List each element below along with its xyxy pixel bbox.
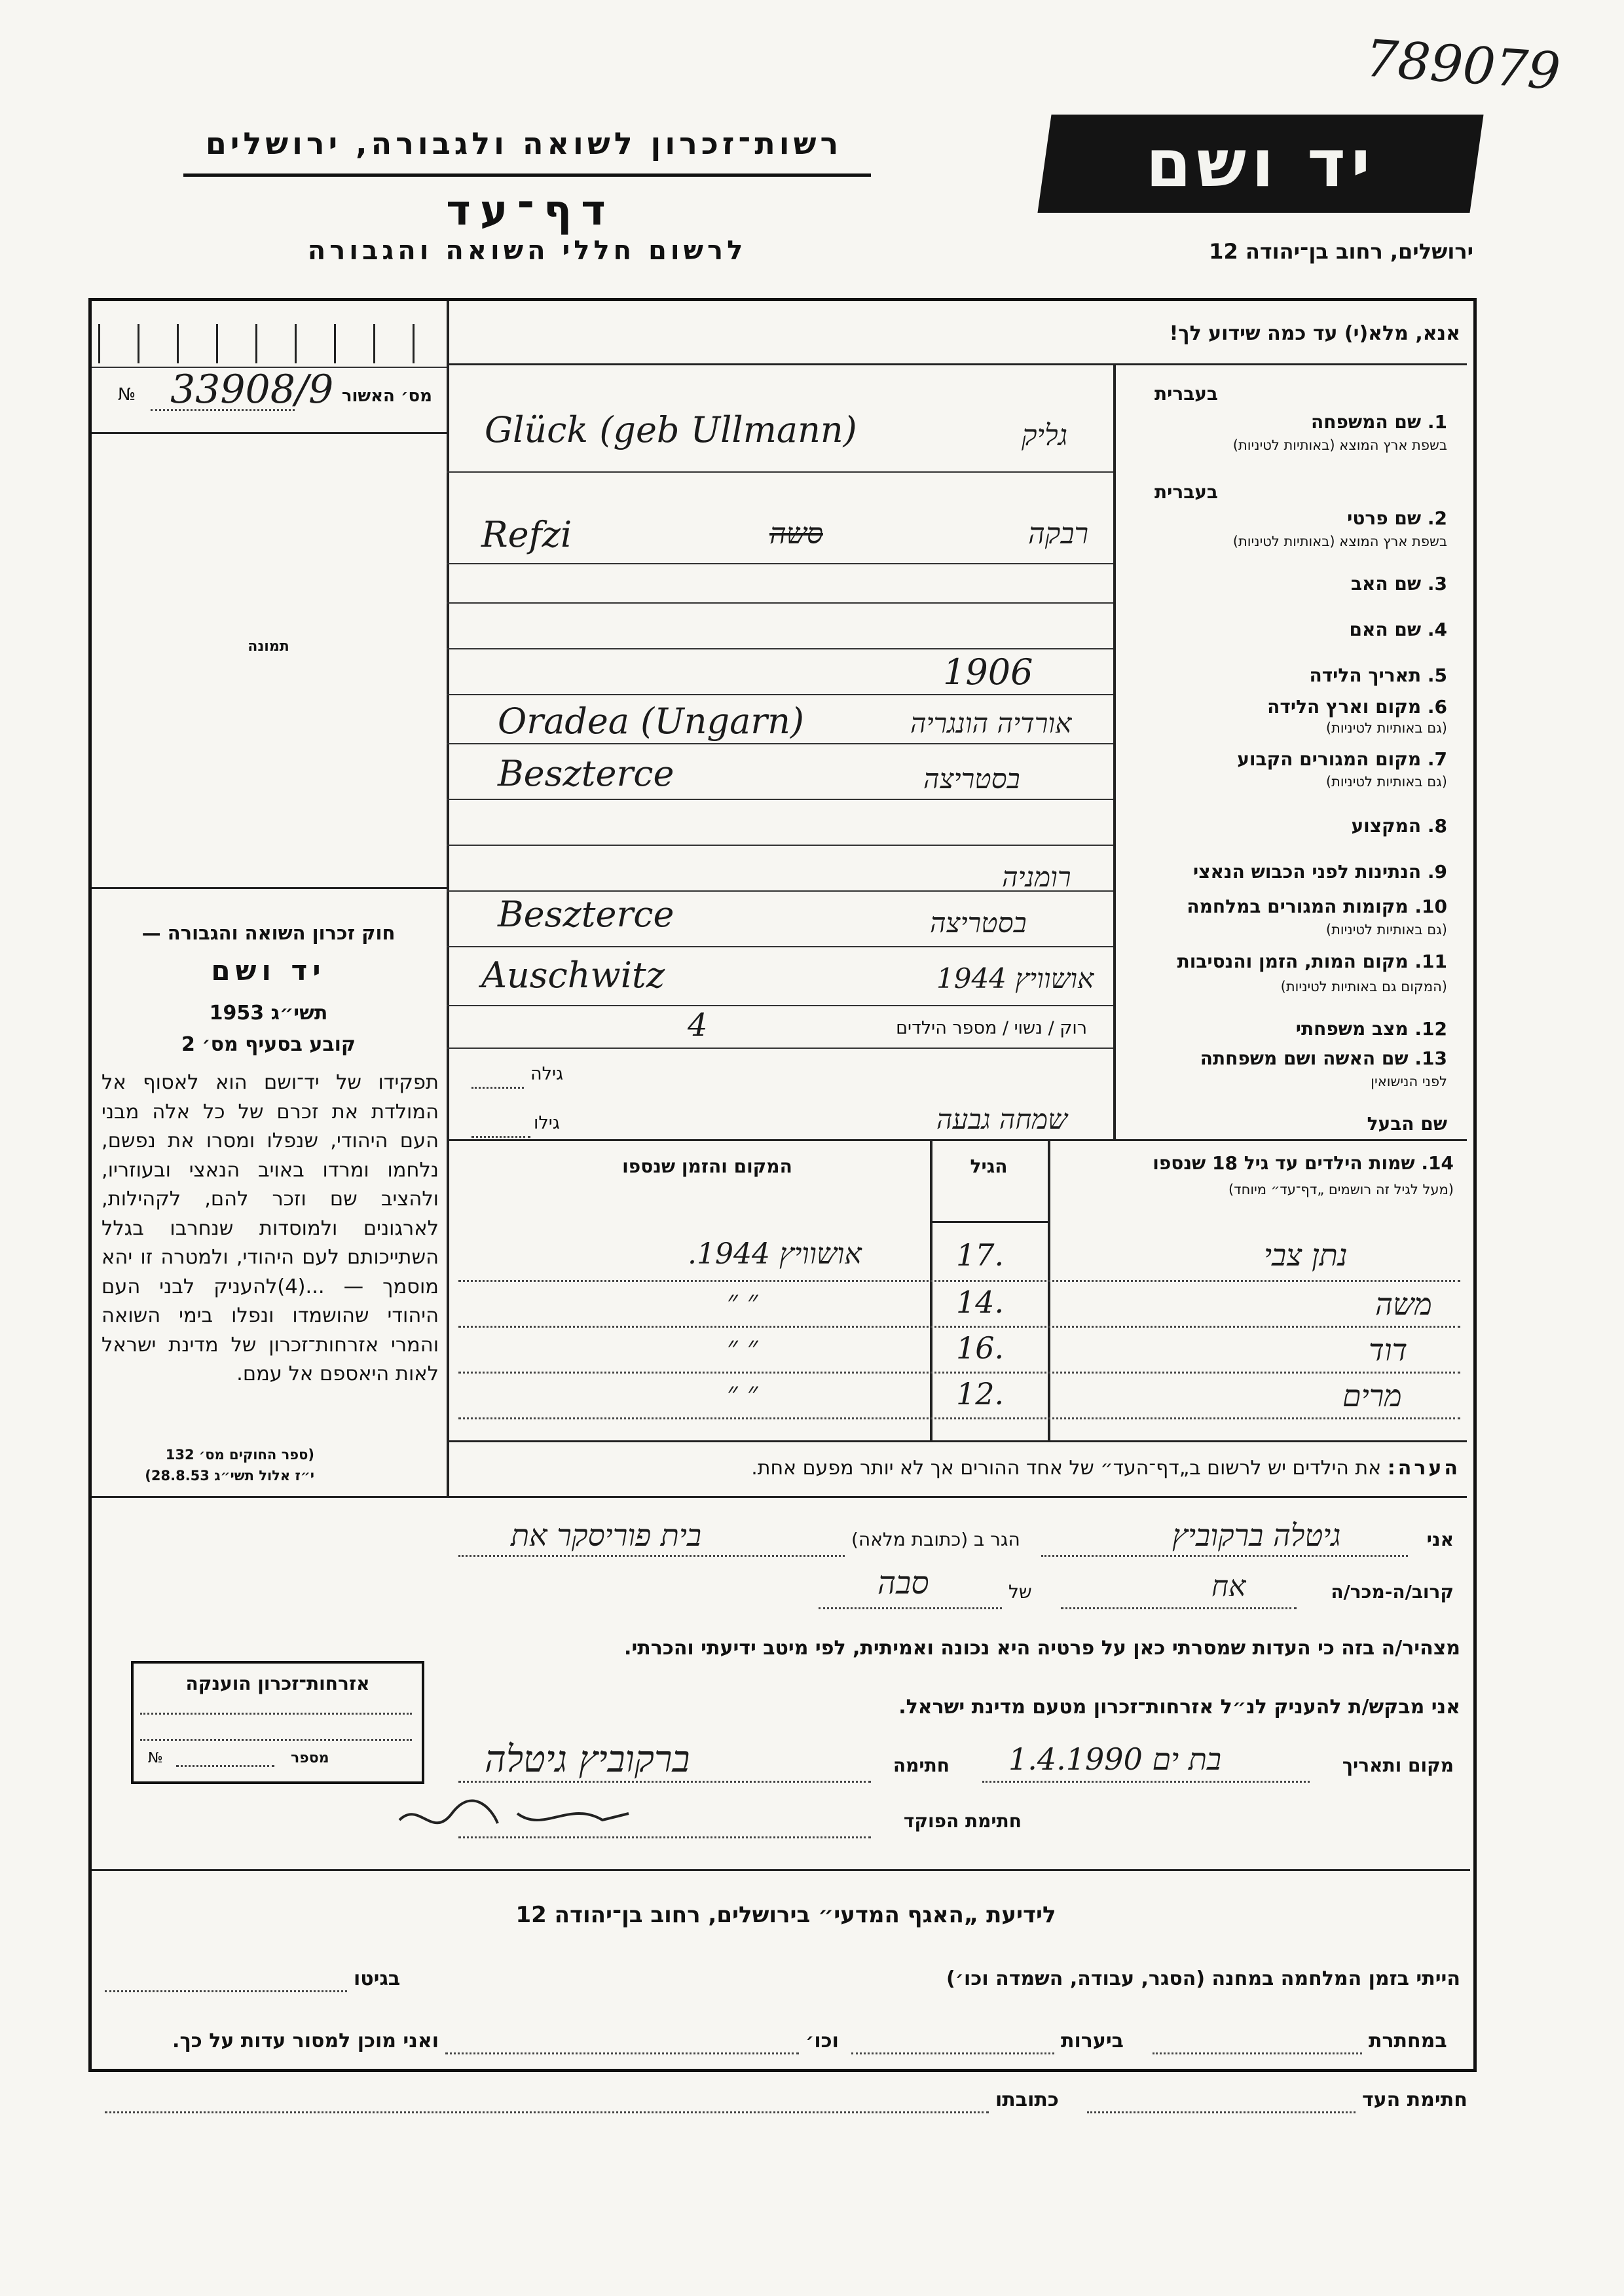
declarant-name-dots [1041,1555,1408,1557]
husband-label: שם הבעל [1367,1113,1447,1135]
field-6-sub: (גם באותיות לטיניות) [1325,720,1447,736]
child-4-place: ״ ״ [727,1376,758,1410]
note-label: הערה: [1387,1457,1460,1480]
children-divider-1 [930,1139,932,1440]
hebrew-tag-2: בעברית [1154,481,1218,503]
children-title [1061,1152,1454,1174]
child-3-age: 16. [956,1330,1005,1366]
field-11-num: 11. [1414,951,1447,972]
field-10-text: מקומות המגורים במלחמה [1187,896,1409,917]
form-intro: אנא, מלא(י) עד כמה שידוע לך! [1169,322,1460,345]
birth-date-value: 1906 [943,651,1033,693]
child-2-name: משה [1375,1286,1432,1322]
child-row-line-2 [458,1326,1460,1328]
field-5-label [1126,665,1447,686]
row-sep-4 [447,648,1113,649]
child-1-name: נתן צבי [1264,1237,1348,1273]
footer-line2-b: ביערות [1061,2030,1124,2052]
footer-title: לידיעת „האגף המדעי״ בירושלים, רחוב בן־יהודה 12 [515,1902,1056,1928]
logo-text: יד ושם [1145,125,1376,202]
field-8-label [1126,815,1447,837]
place-date-value: בת ים 1.4.1990 [1008,1741,1222,1777]
family-name-hebrew: גליק [1022,419,1068,452]
relation-value: אח [1211,1570,1246,1603]
footer-divider [92,1869,1470,1871]
citizenship-number-label: מספר [291,1750,329,1766]
field-1-num: 1. [1427,411,1447,433]
signature-label: חתימה [893,1755,950,1776]
field-12-label [1126,1018,1447,1040]
note-bottom-line [447,1496,1467,1498]
field-7-sub: (גם באותיות לטיניות) [1325,774,1447,790]
death-place-hebrew: אושוויץ 1944 [936,962,1094,994]
logo-address: ירושלים, רחוב בן־יהודה 12 [1209,239,1473,264]
field-5-num: 5. [1427,665,1447,686]
field-13-sub: לפני הנישואין [1371,1074,1447,1089]
child-2-place: ״ ״ [727,1285,758,1318]
child-4-name: מרים [1342,1378,1402,1413]
row-sep-8 [447,845,1113,846]
field-8-num: 8. [1427,815,1447,837]
children-age-header: הגיל [970,1156,1008,1177]
child-4-age: 12. [956,1376,1005,1412]
residence-hebrew: בסטריצה [923,763,1020,795]
archive-number: 789079 [1363,29,1562,102]
of-value: סבה [877,1565,929,1601]
field-7-text: מקום המגורים הקבוע [1237,748,1422,770]
law-bottom-divider [92,1496,449,1498]
footer-line3-dots-1 [1087,2111,1356,2113]
footer-line3-b: כתובתו [995,2088,1059,2111]
child-3-place: ״ ״ [727,1330,758,1364]
law-footnote-2: י״ז אלול תשי״ג 28.8.53) [145,1468,314,1484]
wartime-residence-hebrew: בסטריצה [930,907,1027,939]
wife-age-dots [471,1087,524,1089]
field-1-label [1126,411,1447,433]
field-1-text: שם המשפחה [1311,411,1422,433]
officer-signature-mark [393,1794,642,1840]
officer-label: חתימת הפוקד [903,1810,1022,1832]
husband-age-label: גילו [534,1113,560,1133]
officer-signature-scribble [393,1794,642,1840]
citizenship-title: אזרחות־זכרון הוענקה [185,1673,370,1694]
field-5-text: תאריך הלידה [1309,665,1422,686]
field-8-text: המקצוע [1351,815,1422,837]
footer-line2-d: ואני מוכן למסור עדות על כך. [172,2030,439,2052]
field-11-label [1126,951,1447,972]
marital-children-count: 4 [688,1007,708,1044]
field-4-label [1126,619,1447,640]
place-date-label: מקום ותאריך [1342,1755,1454,1776]
citizenship-box [131,1661,424,1784]
relation-label: קרוב/ה-מכר/ה [1331,1581,1454,1603]
footer-line1-b: בגיטו [354,1967,401,1990]
children-title-text: שמות הילדים עד גיל 18 שנספו [1153,1152,1415,1174]
row-sep-12 [447,1048,1113,1049]
footer-line2-a: במחתרת [1369,2030,1447,2052]
of-label: של [1008,1581,1032,1603]
note-text: את הילדים יש לרשום ב„דף־העד״ של אחד ההורים אך לא יותר מפעם אחת. [751,1457,1382,1480]
husband-name-value: שמחה גבעה [936,1103,1067,1135]
resides-label: הגר ב (כתובת מלאה) [851,1529,1020,1550]
field-10-label [1126,896,1447,917]
row-sep-10 [447,946,1113,947]
left-panel-divider [447,301,449,1498]
field-9-text: הנתינות לפני הכבוש הנאצי [1193,861,1422,883]
children-divider-2 [1048,1139,1050,1440]
form-subtitle: לרשום חללי השואה והגבורה [307,236,747,266]
first-name-struck: סשה [769,517,823,551]
footer-line2-dots-2 [851,2052,1054,2054]
declaration-text: מצהיר/ה בזה כי העדות שמסרתי כאן על פרטיה היא נכונה ואמיתית, לפי מיטב ידיעתי והכרתי. [624,1637,1460,1660]
field-2-label [1126,507,1447,529]
registration-boxes [98,324,442,363]
field-12-num: 12. [1414,1018,1447,1040]
field-13-text: שם האשה ושם משפחתה [1200,1048,1409,1069]
registration-label: מס׳ האשור [341,386,432,406]
law-year: תשי״ג 1953 [209,1002,328,1025]
field-4-text: שם האם [1349,619,1422,640]
field-7-label [1126,748,1447,770]
children-place-header: המקום והזמן שנספו [622,1156,792,1177]
field-10-sub: (גם באותיות לטיניות) [1325,922,1447,938]
first-name-hebrew: רבקה [1028,517,1089,551]
field-9-num: 9. [1427,861,1447,883]
field-6-text: מקום וארץ הלידה [1267,696,1422,718]
row-sep-11 [447,1005,1113,1006]
row-sep-13 [447,1139,1467,1141]
nationality-hebrew: רומניה [1002,861,1071,893]
field-3-label [1126,573,1447,594]
registration-dots [151,409,295,411]
field-6-num: 6. [1427,696,1447,718]
photo-label: תמונה [248,638,289,655]
child-row-line-1 [458,1280,1460,1282]
registration-no-prefix: № [118,385,136,405]
child-2-age: 14. [956,1285,1005,1320]
law-title: חוק זכרון השואה והגבורה — [141,922,396,944]
field-4-num: 4. [1427,619,1447,640]
row-sep-5 [447,694,1113,695]
child-3-name: דוד [1369,1332,1408,1368]
field-9-label [1126,861,1447,883]
field-3-num: 3. [1427,573,1447,594]
family-name-latin: Glück (geb Ullmann) [485,409,857,450]
relation-dots [1061,1607,1297,1609]
hebrew-tag-1: בעברית [1154,383,1218,405]
wife-age-label: גילה [530,1064,564,1084]
field-10-num: 10. [1414,896,1447,917]
registration-divider [92,432,447,434]
authority-title: רשות־זכרון לשואה ולגבורה, ירושלים [205,126,843,161]
child-row-line-3 [458,1372,1460,1374]
children-note: (מעל לגיל זה רושמים „דף־עד״ מיוחד) [1228,1182,1454,1197]
field-13-num: 13. [1414,1048,1447,1069]
law-yad-vashem: יד ושם [211,955,326,987]
address-dots [458,1555,845,1557]
wartime-residence-latin: Beszterce [498,894,674,935]
children-num: 14. [1421,1152,1454,1174]
death-place-latin: Auschwitz [481,955,665,996]
husband-age-dots [471,1136,530,1138]
footer-line3-dots-2 [105,2111,989,2113]
first-name-latin: Refzi [481,514,572,555]
of-dots [819,1607,1002,1609]
field-2-num: 2. [1427,507,1447,529]
note-row [458,1457,1460,1480]
yad-vashem-logo [1037,115,1483,213]
authority-underline [183,173,871,177]
footer-line2-dots-3 [445,2052,799,2054]
form-title: דף־עד [446,187,615,235]
field-11-sub: (המקום גם באותיות לטיניות) [1280,979,1447,994]
law-footnote-1: (ספר החוקים מס׳ 132 [165,1447,314,1463]
footer-line2-dots-1 [1153,2052,1362,2054]
signature-dots [458,1781,871,1783]
footer-line3-a: חתימת העד [1362,2088,1467,2111]
declarant-name-value: גיטלה ברקוביץ [1172,1518,1341,1553]
place-date-dots [982,1781,1310,1783]
registration-value: 33908/9 [170,367,334,412]
field-12-text: מצב משפחתי [1295,1018,1409,1040]
field-2-text: שם פרטי [1347,507,1422,529]
row-sep-1 [447,471,1113,473]
field-11-text: מקום המות, הזמן והנסיבות [1177,951,1409,972]
row-sep-3 [447,602,1113,604]
residence-latin: Beszterce [498,753,674,794]
child-1-age: 17. [956,1237,1005,1273]
row-sep-7 [447,799,1113,800]
law-clause: קובע בסעיף מס׳ 2 [181,1033,356,1056]
field-7-num: 7. [1427,748,1447,770]
request-text: אני מבקש/ת להעניק לנ״ל אזרחות־זכרון מטעם מדינת ישראל. [898,1696,1460,1719]
child-row-line-4 [458,1417,1460,1419]
field-13-label [1126,1048,1447,1069]
citizenship-number-prefix: № [148,1750,163,1766]
children-header-line [930,1221,1048,1223]
footer-line1-dots [105,1990,347,1992]
field-1-sub: בשפת ארץ המוצא (באותיות לטיניות) [1232,437,1447,453]
intro-divider [447,363,1467,365]
marital-options: רוק / נשוי / מספר הילדים [896,1018,1087,1038]
photo-divider [92,887,447,889]
birthplace-hebrew: אורדיה הונגריה [910,707,1072,739]
officer-dots [458,1836,871,1838]
law-body: תפקידו של יד־ושם הוא לאסוף אל המולדת את זכרם של כל אלה מבני העם היהודי, שנפלו ומסרו את נפשם, נלחמו ומרדו באויב הנאצי ובעוזריו, ולהציב שם וזכר להם, לקהילות, לארגונים ולמוסדות שנחרבו בגלל השתייכותם לעם היהודי, ולמטרה זו יהא מוסמך — ...(4)להעניק לבני העם היהודי שהושמדו ונפלו בימי השואה והמרי אזרחות־זכרון של מדינת ישראל לאות היאספם אל עמם. [101,1071,439,1385]
birthplace-latin: Oradea (Ungarn) [498,701,804,742]
field-2-sub: בשפת ארץ המוצא (באותיות לטיניות) [1232,534,1447,549]
child-1-place: אושוויץ 1944. [688,1237,862,1271]
row-sep-2 [447,563,1113,564]
declarant-i-label: אני [1426,1529,1454,1550]
footer-line2-c: וכו׳ [805,2030,839,2052]
note-divider [447,1440,1467,1442]
signature-value: ברקוביץ גיטלה [485,1738,690,1781]
field-3-text: שם האב [1350,573,1422,594]
labels-divider [1113,363,1116,1139]
address-value: בית פוריסקר את [511,1518,702,1553]
field-6-label [1126,696,1447,718]
footer-line1-a: הייתי בזמן המלחמה במחנה (הסגר, עבודה, השמדה וכו׳) [946,1967,1460,1990]
row-sep-6 [447,743,1113,744]
